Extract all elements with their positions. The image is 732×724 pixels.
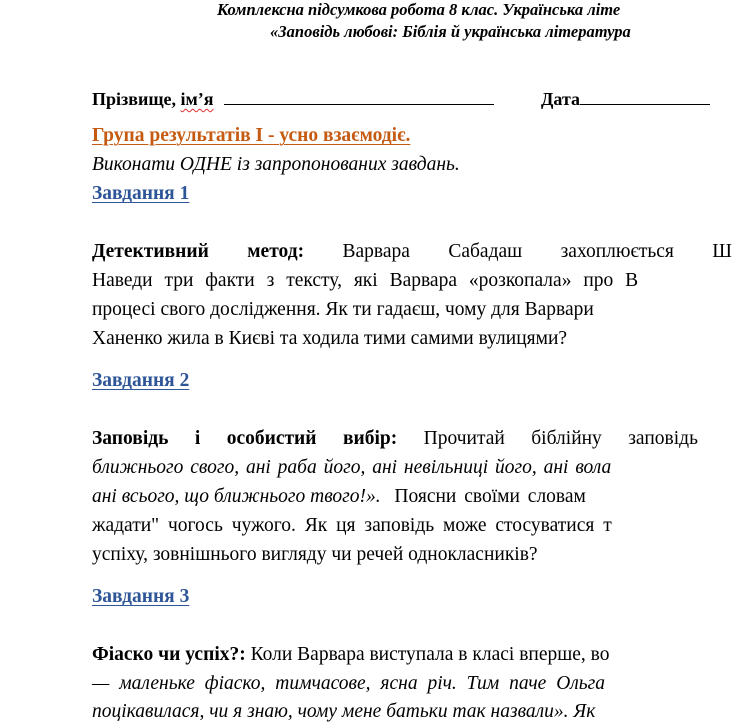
date-field[interactable] [580, 86, 710, 105]
group-instruction: Виконати ОДНЕ із запропонованих завдань. [92, 154, 460, 175]
header-line-1: Комплексна підсумкова робота 8 клас. Українська літе [217, 0, 621, 19]
name-label: Прізвище, ім’я [92, 89, 214, 109]
group-title: Група результатів І - усно взаємодіє. [92, 125, 411, 146]
task-1-line-1: Детективний метод: Варвара Сабадаш захоплюється Ш [92, 241, 732, 262]
task-2-line-4: жадати" чогось чужого. Як ця заповідь може стосуватися т [92, 515, 612, 536]
task-2-line-5: успіху, зовнішнього вигляду чи речей однокласників? [92, 544, 538, 565]
header-line-2: «Заповідь любові: Біблія й українська література [270, 22, 631, 41]
task-3-line-1: Фіаско чи успіх?: Коли Варвара виступала в класі вперше, во [92, 644, 610, 665]
task-2-line-2: ближнього свого, ані раба його, ані невільниці його, ані вола [92, 457, 612, 478]
task-3-title[interactable]: Завдання 3 [92, 586, 190, 607]
task-1-line-2: Наведи три факти з тексту, які Варвара «розкопала» про В [92, 270, 639, 291]
task-1-line-3: процесі свого дослідження. Як ти гадаєш, чому для Варвари [92, 299, 594, 320]
name-row [92, 86, 710, 111]
task-3-line-3: поцікавилася, чи я знаю, чому мене батьки так назвали». Як [92, 701, 596, 722]
task-3-line-2: — маленьке фіаско, тимчасове, ясна річ. Тим паче Ольга [92, 673, 606, 694]
task-2-line-3: ані всього, що ближнього твого!». Поясни своїми словам [92, 486, 586, 507]
task-1-title[interactable]: Завдання 1 [92, 183, 190, 204]
task-2-line-1: Заповідь і особистий вибір: Прочитай біблійну заповідь [92, 428, 698, 449]
name-field[interactable] [224, 86, 494, 105]
task-1-line-4: Ханенко жила в Києві та ходила тими самими вулицями? [92, 328, 568, 349]
task-2-title[interactable]: Завдання 2 [92, 370, 190, 391]
date-label: Дата [541, 89, 581, 109]
